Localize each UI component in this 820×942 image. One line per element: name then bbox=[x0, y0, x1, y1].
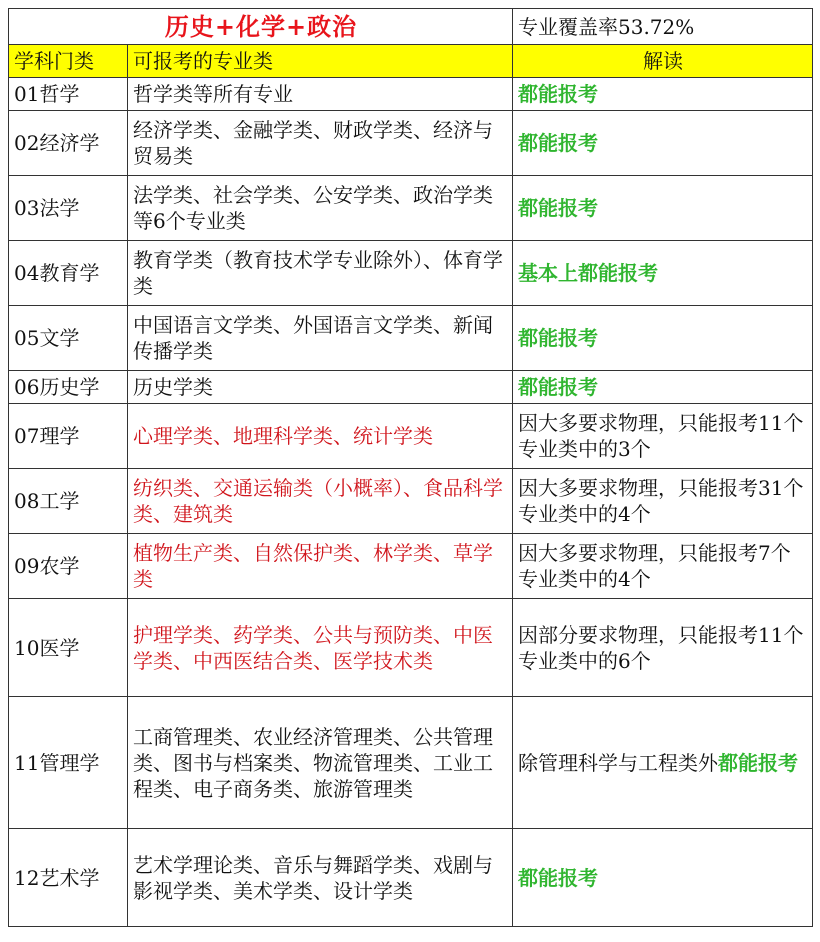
category-cell: 11管理学 bbox=[9, 697, 128, 829]
majors-cell-restricted: 心理学类、地理科学类、统计学类 bbox=[128, 404, 513, 469]
table-row bbox=[9, 306, 813, 371]
category-cell: 08工学 bbox=[9, 469, 128, 534]
table-row bbox=[9, 111, 813, 176]
note-prefix: 除管理科学与工程类外 bbox=[518, 750, 718, 775]
table-row bbox=[9, 176, 813, 241]
table-row bbox=[9, 404, 813, 469]
note-cell bbox=[513, 371, 813, 404]
category-cell: 02经济学 bbox=[9, 111, 128, 176]
category-cell: 05文学 bbox=[9, 306, 128, 371]
note-ok: 都能报考 bbox=[518, 326, 598, 350]
title-row bbox=[9, 9, 813, 45]
majors-cell: 哲学类等所有专业 bbox=[128, 78, 513, 111]
majors-cell: 工商管理类、农业经济管理类、公共管理类、图书与档案类、物流管理类、工业工程类、电子商务类、旅游管理类 bbox=[128, 697, 513, 829]
note-cell: 因部分要求物理，只能报考11个专业类中的6个 bbox=[513, 599, 813, 697]
note-ok: 基本上都能报考 bbox=[518, 261, 658, 285]
majors-cell: 中国语言文学类、外国语言文学类、新闻传播学类 bbox=[128, 306, 513, 371]
table-row bbox=[9, 599, 813, 697]
header-category: 学科门类 bbox=[9, 45, 128, 78]
table-row bbox=[9, 697, 813, 829]
note-cell bbox=[513, 78, 813, 111]
note-cell bbox=[513, 697, 813, 829]
table-row bbox=[9, 241, 813, 306]
table-row bbox=[9, 371, 813, 404]
note-ok: 都能报考 bbox=[718, 750, 798, 775]
note-ok: 都能报考 bbox=[518, 375, 598, 399]
category-cell: 01哲学 bbox=[9, 78, 128, 111]
note-cell: 因大多要求物理，只能报考31个专业类中的4个 bbox=[513, 469, 813, 534]
majors-cell-restricted: 纺织类、交通运输类（小概率）、食品科学类、建筑类 bbox=[128, 469, 513, 534]
majors-cell: 经济学类、金融学类、财政学类、经济与贸易类 bbox=[128, 111, 513, 176]
combination-title: 历史+化学+政治 bbox=[9, 9, 513, 45]
note-cell bbox=[513, 176, 813, 241]
note-cell bbox=[513, 241, 813, 306]
category-cell: 03法学 bbox=[9, 176, 128, 241]
note-ok: 都能报考 bbox=[518, 196, 598, 220]
table-row bbox=[9, 469, 813, 534]
majors-cell-restricted: 护理学类、药学类、公共与预防类、中医学类、中西医结合类、医学技术类 bbox=[128, 599, 513, 697]
category-cell: 09农学 bbox=[9, 534, 128, 599]
note-cell bbox=[513, 111, 813, 176]
table-row bbox=[9, 78, 813, 111]
subject-coverage-table bbox=[8, 8, 813, 927]
note-cell bbox=[513, 306, 813, 371]
majors-cell: 法学类、社会学类、公安学类、政治学类等6个专业类 bbox=[128, 176, 513, 241]
majors-cell: 教育学类（教育技术学专业除外）、体育学类 bbox=[128, 241, 513, 306]
note-cell: 因大多要求物理，只能报考7个专业类中的4个 bbox=[513, 534, 813, 599]
note-cell bbox=[513, 829, 813, 927]
note-cell: 因大多要求物理，只能报考11个专业类中的3个 bbox=[513, 404, 813, 469]
category-cell: 04教育学 bbox=[9, 241, 128, 306]
note-ok: 都能报考 bbox=[518, 131, 598, 155]
header-note: 解读 bbox=[513, 45, 813, 78]
coverage-rate: 专业覆盖率53.72% bbox=[513, 9, 813, 45]
category-cell: 07理学 bbox=[9, 404, 128, 469]
header-majors: 可报考的专业类 bbox=[128, 45, 513, 78]
note-ok: 都能报考 bbox=[518, 82, 598, 106]
table-row bbox=[9, 829, 813, 927]
category-cell: 06历史学 bbox=[9, 371, 128, 404]
note-ok: 都能报考 bbox=[518, 865, 598, 890]
majors-cell-restricted: 植物生产类、自然保护类、林学类、草学类 bbox=[128, 534, 513, 599]
majors-cell: 艺术学理论类、音乐与舞蹈学类、戏剧与影视学类、美术学类、设计学类 bbox=[128, 829, 513, 927]
table-row bbox=[9, 534, 813, 599]
category-cell: 10医学 bbox=[9, 599, 128, 697]
category-cell: 12艺术学 bbox=[9, 829, 128, 927]
header-row bbox=[9, 45, 813, 78]
majors-cell: 历史学类 bbox=[128, 371, 513, 404]
